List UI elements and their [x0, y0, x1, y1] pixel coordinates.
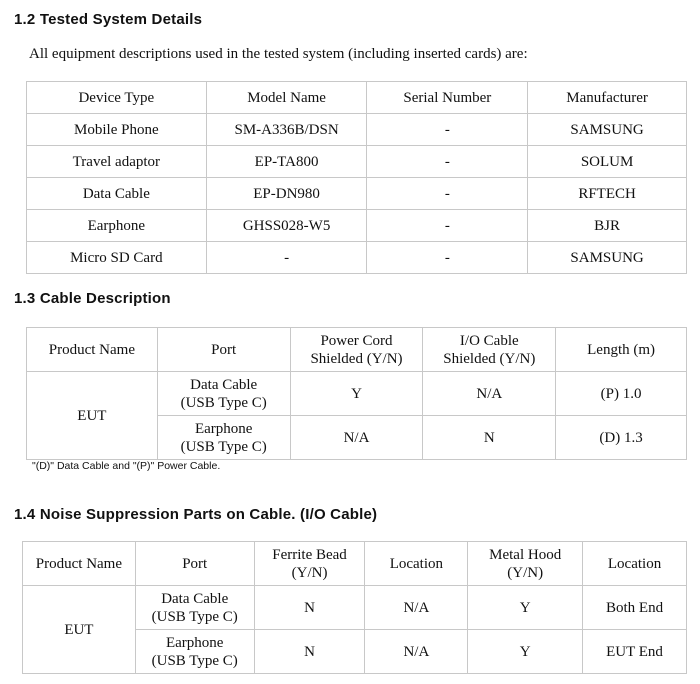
table-row [23, 586, 687, 630]
metal-hood-cell: Y [468, 630, 583, 674]
device-type-cell: Data Cable [27, 178, 207, 210]
ferrite-bead-cell: N [254, 630, 365, 674]
header-port: Port [157, 328, 290, 372]
header-model-name: Model Name [206, 82, 367, 114]
port-cell: Data Cable (USB Type C) [135, 586, 254, 630]
header-io-cable-shielded: I/O Cable Shielded (Y/N) [423, 328, 556, 372]
tested-system-table [26, 81, 687, 274]
model-name-cell: - [206, 242, 367, 274]
serial-number-cell: - [367, 114, 528, 146]
table-row [27, 242, 687, 274]
product-name-cell: EUT [27, 372, 158, 460]
table-row [27, 178, 687, 210]
header-location: Location [365, 542, 468, 586]
header-ferrite-bead: Ferrite Bead (Y/N) [254, 542, 365, 586]
manufacturer-cell: SAMSUNG [528, 242, 687, 274]
table-row [27, 372, 687, 416]
header-metal-hood: Metal Hood (Y/N) [468, 542, 583, 586]
model-name-cell: EP-DN980 [206, 178, 367, 210]
ferrite-bead-cell: N [254, 586, 365, 630]
table-header-row [27, 328, 687, 372]
table-row [27, 114, 687, 146]
location-2-cell: Both End [583, 586, 687, 630]
header-device-type: Device Type [27, 82, 207, 114]
length-cell: (P) 1.0 [556, 372, 687, 416]
model-name-cell: EP-TA800 [206, 146, 367, 178]
power-cord-cell: Y [290, 372, 423, 416]
io-cable-cell: N [423, 416, 556, 460]
header-power-cord-shielded: Power Cord Shielded (Y/N) [290, 328, 423, 372]
model-name-cell: GHSS028-W5 [206, 210, 367, 242]
serial-number-cell: - [367, 178, 528, 210]
port-cell: Earphone (USB Type C) [157, 416, 290, 460]
port-cell: Data Cable (USB Type C) [157, 372, 290, 416]
header-port: Port [135, 542, 254, 586]
cable-description-table [26, 327, 687, 460]
header-manufacturer: Manufacturer [528, 82, 687, 114]
port-cell: Earphone (USB Type C) [135, 630, 254, 674]
table-header-row [23, 542, 687, 586]
header-product-name: Product Name [27, 328, 158, 372]
location-cell: N/A [365, 630, 468, 674]
serial-number-cell: - [367, 242, 528, 274]
power-cord-cell: N/A [290, 416, 423, 460]
device-type-cell: Micro SD Card [27, 242, 207, 274]
section-1-2-heading: 1.2 Tested System Details [14, 11, 203, 28]
cable-note: "(D)" Data Cable and "(P)" Power Cable. [32, 460, 221, 472]
manufacturer-cell: BJR [528, 210, 687, 242]
length-cell: (D) 1.3 [556, 416, 687, 460]
manufacturer-cell: SAMSUNG [528, 114, 687, 146]
serial-number-cell: - [367, 210, 528, 242]
device-type-cell: Mobile Phone [27, 114, 207, 146]
section-1-4-heading: 1.4 Noise Suppression Parts on Cable. (I/O Cable) [14, 506, 378, 523]
header-serial-number: Serial Number [367, 82, 528, 114]
header-length: Length (m) [556, 328, 687, 372]
device-type-cell: Earphone [27, 210, 207, 242]
io-cable-cell: N/A [423, 372, 556, 416]
metal-hood-cell: Y [468, 586, 583, 630]
location-2-cell: EUT End [583, 630, 687, 674]
section-1-3-heading: 1.3 Cable Description [14, 290, 171, 307]
manufacturer-cell: SOLUM [528, 146, 687, 178]
device-type-cell: Travel adaptor [27, 146, 207, 178]
table-row [27, 146, 687, 178]
product-name-cell: EUT [23, 586, 136, 674]
location-cell: N/A [365, 586, 468, 630]
header-location-2: Location [583, 542, 687, 586]
table-header-row [27, 82, 687, 114]
header-product-name: Product Name [23, 542, 136, 586]
model-name-cell: SM-A336B/DSN [206, 114, 367, 146]
section-1-2-intro: All equipment descriptions used in the tested system (including inserted cards) are: [29, 46, 528, 62]
serial-number-cell: - [367, 146, 528, 178]
manufacturer-cell: RFTECH [528, 178, 687, 210]
table-row [27, 210, 687, 242]
noise-suppression-table [22, 541, 687, 674]
